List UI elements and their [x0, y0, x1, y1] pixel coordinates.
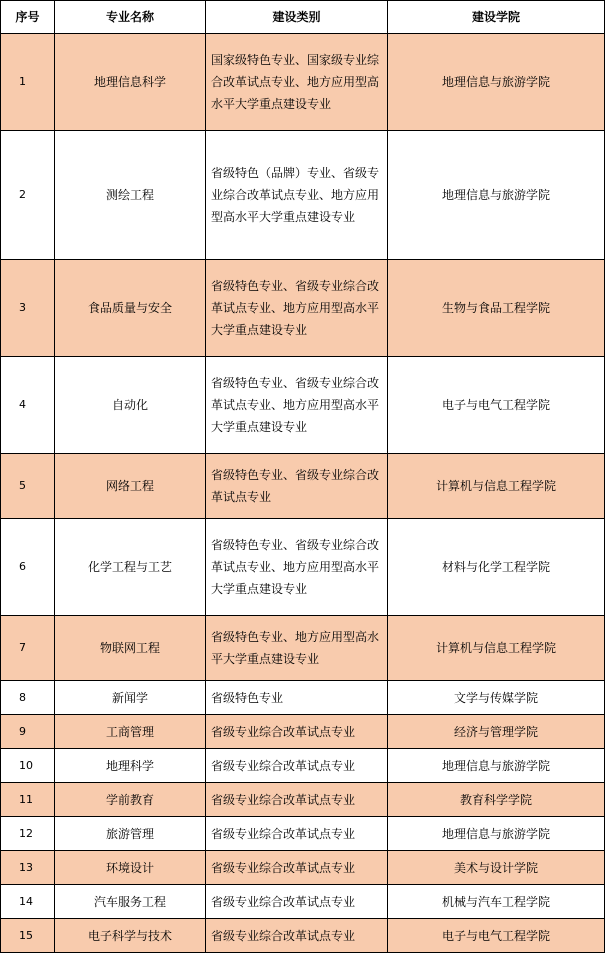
row-num: 9 — [1, 715, 55, 749]
row-category: 省级特色专业、地方应用型高水平大学重点建设专业 — [206, 616, 388, 681]
row-name: 汽车服务工程 — [55, 885, 206, 919]
row-college: 地理信息与旅游学院 — [388, 34, 605, 131]
row-num: 10 — [1, 749, 55, 783]
table-row — [1, 749, 605, 783]
row-name: 物联网工程 — [55, 616, 206, 681]
row-category: 省级专业综合改革试点专业 — [206, 885, 388, 919]
row-num: 6 — [1, 519, 55, 616]
table-row — [1, 357, 605, 454]
row-category: 省级专业综合改革试点专业 — [206, 817, 388, 851]
table-row — [1, 885, 605, 919]
header-row — [1, 1, 605, 34]
row-category: 省级专业综合改革试点专业 — [206, 919, 388, 953]
table-row — [1, 131, 605, 260]
table-row — [1, 681, 605, 715]
row-name: 测绘工程 — [55, 131, 206, 260]
row-college: 地理信息与旅游学院 — [388, 131, 605, 260]
table-row — [1, 817, 605, 851]
row-name: 地理信息科学 — [55, 34, 206, 131]
row-name: 工商管理 — [55, 715, 206, 749]
table-row — [1, 715, 605, 749]
row-category: 省级专业综合改革试点专业 — [206, 749, 388, 783]
row-college: 文学与传媒学院 — [388, 681, 605, 715]
row-college: 生物与食品工程学院 — [388, 260, 605, 357]
row-college: 地理信息与旅游学院 — [388, 817, 605, 851]
row-college: 教育科学学院 — [388, 783, 605, 817]
row-num: 12 — [1, 817, 55, 851]
table-row — [1, 851, 605, 885]
row-name: 新闻学 — [55, 681, 206, 715]
row-category: 省级专业综合改革试点专业 — [206, 715, 388, 749]
header-category: 建设类别 — [206, 1, 388, 34]
header-num: 序号 — [1, 1, 55, 34]
row-category: 省级特色专业、省级专业综合改革试点专业 — [206, 454, 388, 519]
row-category: 省级特色专业、省级专业综合改革试点专业、地方应用型高水平大学重点建设专业 — [206, 260, 388, 357]
row-college: 电子与电气工程学院 — [388, 357, 605, 454]
row-college: 美术与设计学院 — [388, 851, 605, 885]
row-category: 省级特色（品牌）专业、省级专业综合改革试点专业、地方应用型高水平大学重点建设专业 — [206, 131, 388, 260]
row-num: 5 — [1, 454, 55, 519]
row-num: 2 — [1, 131, 55, 260]
header-college: 建设学院 — [388, 1, 605, 34]
table-row — [1, 260, 605, 357]
row-college: 经济与管理学院 — [388, 715, 605, 749]
row-num: 7 — [1, 616, 55, 681]
row-num: 1 — [1, 34, 55, 131]
table-row — [1, 454, 605, 519]
row-college: 计算机与信息工程学院 — [388, 454, 605, 519]
row-category: 省级特色专业、省级专业综合改革试点专业、地方应用型高水平大学重点建设专业 — [206, 357, 388, 454]
row-num: 8 — [1, 681, 55, 715]
table-row — [1, 34, 605, 131]
row-num: 15 — [1, 919, 55, 953]
row-name: 电子科学与技术 — [55, 919, 206, 953]
table-row — [1, 519, 605, 616]
row-college: 材料与化学工程学院 — [388, 519, 605, 616]
header-name: 专业名称 — [55, 1, 206, 34]
row-name: 网络工程 — [55, 454, 206, 519]
row-num: 14 — [1, 885, 55, 919]
table-row — [1, 616, 605, 681]
row-name: 食品质量与安全 — [55, 260, 206, 357]
table-row — [1, 919, 605, 953]
row-college: 机械与汽车工程学院 — [388, 885, 605, 919]
row-category: 国家级特色专业、国家级专业综合改革试点专业、地方应用型高水平大学重点建设专业 — [206, 34, 388, 131]
row-category: 省级专业综合改革试点专业 — [206, 851, 388, 885]
row-num: 4 — [1, 357, 55, 454]
row-category: 省级特色专业、省级专业综合改革试点专业、地方应用型高水平大学重点建设专业 — [206, 519, 388, 616]
row-num: 3 — [1, 260, 55, 357]
row-name: 地理科学 — [55, 749, 206, 783]
row-name: 学前教育 — [55, 783, 206, 817]
row-name: 化学工程与工艺 — [55, 519, 206, 616]
table-row — [1, 783, 605, 817]
row-num: 13 — [1, 851, 55, 885]
row-college: 计算机与信息工程学院 — [388, 616, 605, 681]
row-name: 自动化 — [55, 357, 206, 454]
row-category: 省级特色专业 — [206, 681, 388, 715]
row-category: 省级专业综合改革试点专业 — [206, 783, 388, 817]
row-num: 11 — [1, 783, 55, 817]
row-college: 地理信息与旅游学院 — [388, 749, 605, 783]
row-college: 电子与电气工程学院 — [388, 919, 605, 953]
row-name: 环境设计 — [55, 851, 206, 885]
row-name: 旅游管理 — [55, 817, 206, 851]
